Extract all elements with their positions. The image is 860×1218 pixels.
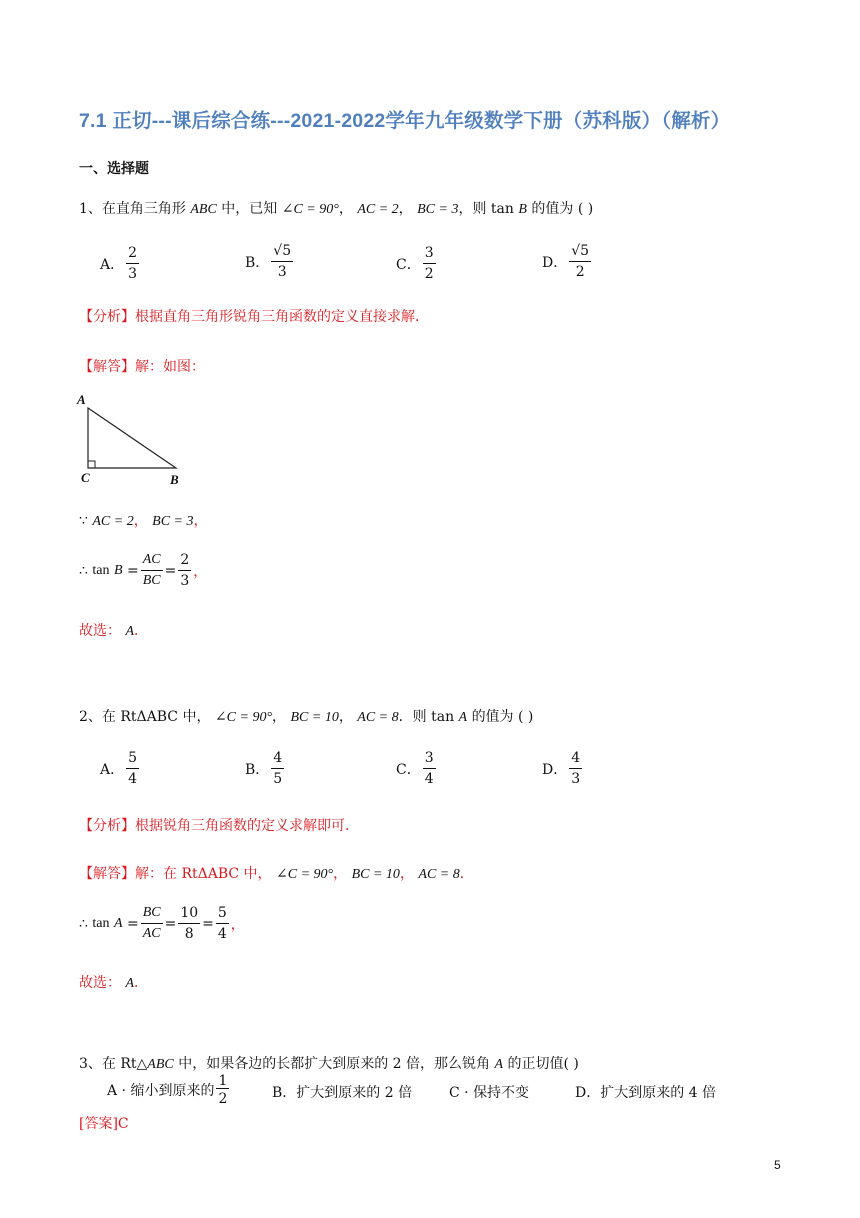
q2-analysis-tag: 【分析】 [79,818,135,834]
q2-text-b: ．则 tan [398,709,455,725]
q2-choose-end: ． [134,975,149,991]
q1-ratio-den: BC [142,573,161,588]
q1-option-d-letter: D． [542,254,568,271]
q1-option-b [245,244,295,279]
q1-option-c-letter: C． [396,256,421,273]
q1-option-a-letter: A． [100,256,125,273]
q1-option-b-fraction [271,244,293,279]
q2-therefore-line: ∴ tan A = $\frac{BC}{AC}$ = $\frac{10}{8}$ = $\frac{5}{4}$ ， [79,905,245,942]
q3-text-c: 的正切值( ) [507,1056,579,1072]
q1-value-num: 2 [178,553,191,571]
vertex-label-c: C [81,470,90,485]
q1-sep-1: ， [338,201,353,217]
q3-answer: [答案]C [79,1116,129,1132]
q1-option-d [542,244,593,279]
q2-option-b-fraction [271,751,284,786]
question-1-stem [79,198,593,218]
q1-text-c: ，则 tan [458,201,514,217]
q2-sep-1: ， [272,709,287,725]
q1-text-d: 的值为 ( ) [531,201,594,217]
q2-answer-text: 解：在 RtΔABC 中， [135,866,272,882]
q1-value-fraction [178,553,191,588]
q1-abc: ABC [190,202,217,217]
q2-ratio-fraction [141,906,163,941]
q1-because-sep: ， [133,513,148,529]
q2-mid-num: 10 [178,906,200,924]
q2-option-a-letter: A． [100,761,125,778]
q2-option-c-num: 3 [423,751,436,769]
q1-choose-value: A [125,624,135,639]
q2-option-d-letter: D． [542,761,568,778]
q1-analysis-text: 根据直角三角形锐角三角函数的定义直接求解． [135,309,429,325]
page-number: 5 [774,1158,781,1172]
q3-var: A [494,1057,504,1072]
q3-abc: ABC [147,1057,174,1072]
q1-option-c-num: 3 [423,246,436,264]
q1-text-a: 1、在直角三角形 [79,201,186,217]
q2-value-num: 5 [216,906,229,924]
q1-because-expr-1: AC = 2 [92,514,134,529]
q1-sep-2: ， [398,201,413,217]
q1-therefore-end: ， [193,563,208,580]
q1-cond-angle: ∠C = 90° [281,202,339,217]
q2-therefore-symbol: ∴ [79,915,88,932]
q1-answer-text: 解：如图： [135,359,205,375]
q2-option-b [245,751,286,786]
q1-option-b-letter: B． [245,254,270,271]
q2-answer-ac: AC = 8 [418,867,460,882]
q2-option-d-fraction [569,751,582,786]
right-triangle-figure [74,392,194,488]
q2-answer-sep-2: ， [399,866,414,882]
q3-option-c: C · 保持不变 [449,1085,530,1101]
q1-tan-var: B [113,562,123,578]
q1-option-b-num: √5 [271,244,293,262]
q1-choose [79,620,148,640]
right-angle-marker [88,461,95,468]
q1-option-a-num: 2 [126,246,139,264]
q1-because-expr-2: BC = 3 [152,514,194,529]
q2-option-b-letter: B． [245,761,270,778]
q1-option-c-fraction [423,246,436,281]
q2-therefore-end: ， [230,916,245,933]
q1-choose-label: 故选： [79,623,121,639]
page-title: 7.1 正切---课后综合练---2021-2022学年九年级数学下册（苏科版）（解析） [79,110,731,132]
q3-option-a [107,1074,231,1106]
q2-answer-angle: ∠C = 90° [276,867,334,882]
q2-tan-label: tan [92,915,110,931]
q2-option-c [396,751,438,786]
q1-answer [79,356,205,376]
q2-choose [79,972,148,992]
q3-option-a-den: 2 [216,1088,229,1106]
q1-analysis [79,306,429,326]
q2-answer [79,863,474,883]
q2-cond-angle: ∠C = 90° [214,710,273,725]
q2-text-c: 的值为 ( ) [471,709,534,725]
q2-answer-bc: BC = 10 [351,867,400,882]
q2-analysis-text: 根据锐角三角函数的定义求解即可． [135,818,359,834]
q1-option-a-fraction [126,246,139,281]
q2-option-d-num: 4 [569,751,582,769]
therefore-symbol: ∴ [79,562,88,579]
q1-tan-label: tan [92,562,110,578]
q1-option-b-den: 3 [277,264,287,280]
q2-option-c-fraction [423,751,436,786]
q2-option-d [542,751,584,786]
q1-ratio-fraction [141,553,163,588]
q1-option-d-fraction [569,244,591,279]
q2-value-fraction [216,906,229,941]
question-2-stem [79,706,533,726]
q3-option-a-num: 1 [218,1073,228,1089]
q1-cond-ac: AC = 2 [357,202,399,217]
q2-text-a: 2、在 RtΔABC 中， [79,709,211,725]
q1-option-a-den: 3 [128,266,138,282]
q1-cond-bc: BC = 3 [417,202,459,217]
q2-var: A [458,710,468,725]
q1-var: B [518,202,527,217]
q2-option-c-letter: C． [396,761,421,778]
section-heading: 一、选择题 [79,161,149,177]
q2-option-a-fraction [126,751,139,786]
q1-option-d-num: √5 [569,244,591,262]
q2-value-den: 4 [217,926,227,942]
q2-option-c-den: 4 [424,771,434,787]
q1-option-c [396,246,438,281]
q1-choose-end: ． [134,623,149,639]
q2-ratio-den: AC [142,926,161,941]
q3-option-b: B．扩大到原来的 2 倍 [272,1085,413,1101]
q2-choose-value: A [125,976,135,991]
q2-option-a-num: 5 [126,751,139,769]
q2-option-b-num: 4 [271,751,284,769]
q1-analysis-tag: 【分析】 [79,309,135,325]
q1-option-d-den: 2 [575,264,585,280]
q3-option-d: D．扩大到原来的 4 倍 [575,1085,717,1101]
q2-tan-var: A [113,915,123,931]
because-symbol: ∵ [79,513,88,529]
vertex-label-b: B [170,472,179,487]
q1-option-c-den: 2 [424,266,434,282]
q2-option-a [100,751,141,786]
triangle-shape [88,408,176,468]
q2-sep-2: ， [338,709,353,725]
q3-option-a-text: A · 缩小到原来的 [107,1083,215,1099]
q3-text-b: 中，如果各边的长都扩大到原来的 2 倍，那么锐角 [178,1056,491,1072]
q3-option-a-fraction [216,1074,229,1106]
q2-choose-label: 故选： [79,975,121,991]
q3-text-a: 3、在 Rt△ [79,1056,148,1072]
q1-value-den: 3 [180,573,190,589]
q1-because-end: ， [193,513,208,529]
q2-mid-den: 8 [184,926,194,942]
q2-analysis [79,815,359,835]
q1-option-a [100,246,141,281]
q2-option-b-den: 5 [273,771,283,787]
q2-option-d-den: 3 [571,771,581,787]
q1-answer-tag: 【解答】 [79,359,135,375]
q2-option-a-den: 4 [128,771,138,787]
q1-because-line [79,510,208,530]
q2-answer-tag: 【解答】 [79,866,135,882]
q2-ratio-num: BC [141,906,163,924]
q2-answer-sep-1: ， [333,866,348,882]
q1-text-b: 中，已知 [221,201,278,217]
vertex-label-a: A [77,392,86,407]
q2-answer-end: ． [459,866,474,882]
question-3-stem [79,1053,579,1073]
q1-therefore-line: ∴ tan B = $\frac{AC}{BC}$ = $\frac{2}{3}$ ， [79,552,208,589]
q2-cond-bc: BC = 10 [290,710,339,725]
q1-ratio-num: AC [141,553,163,571]
q2-mid-fraction [178,906,200,941]
q2-cond-ac: AC = 8 [357,710,399,725]
